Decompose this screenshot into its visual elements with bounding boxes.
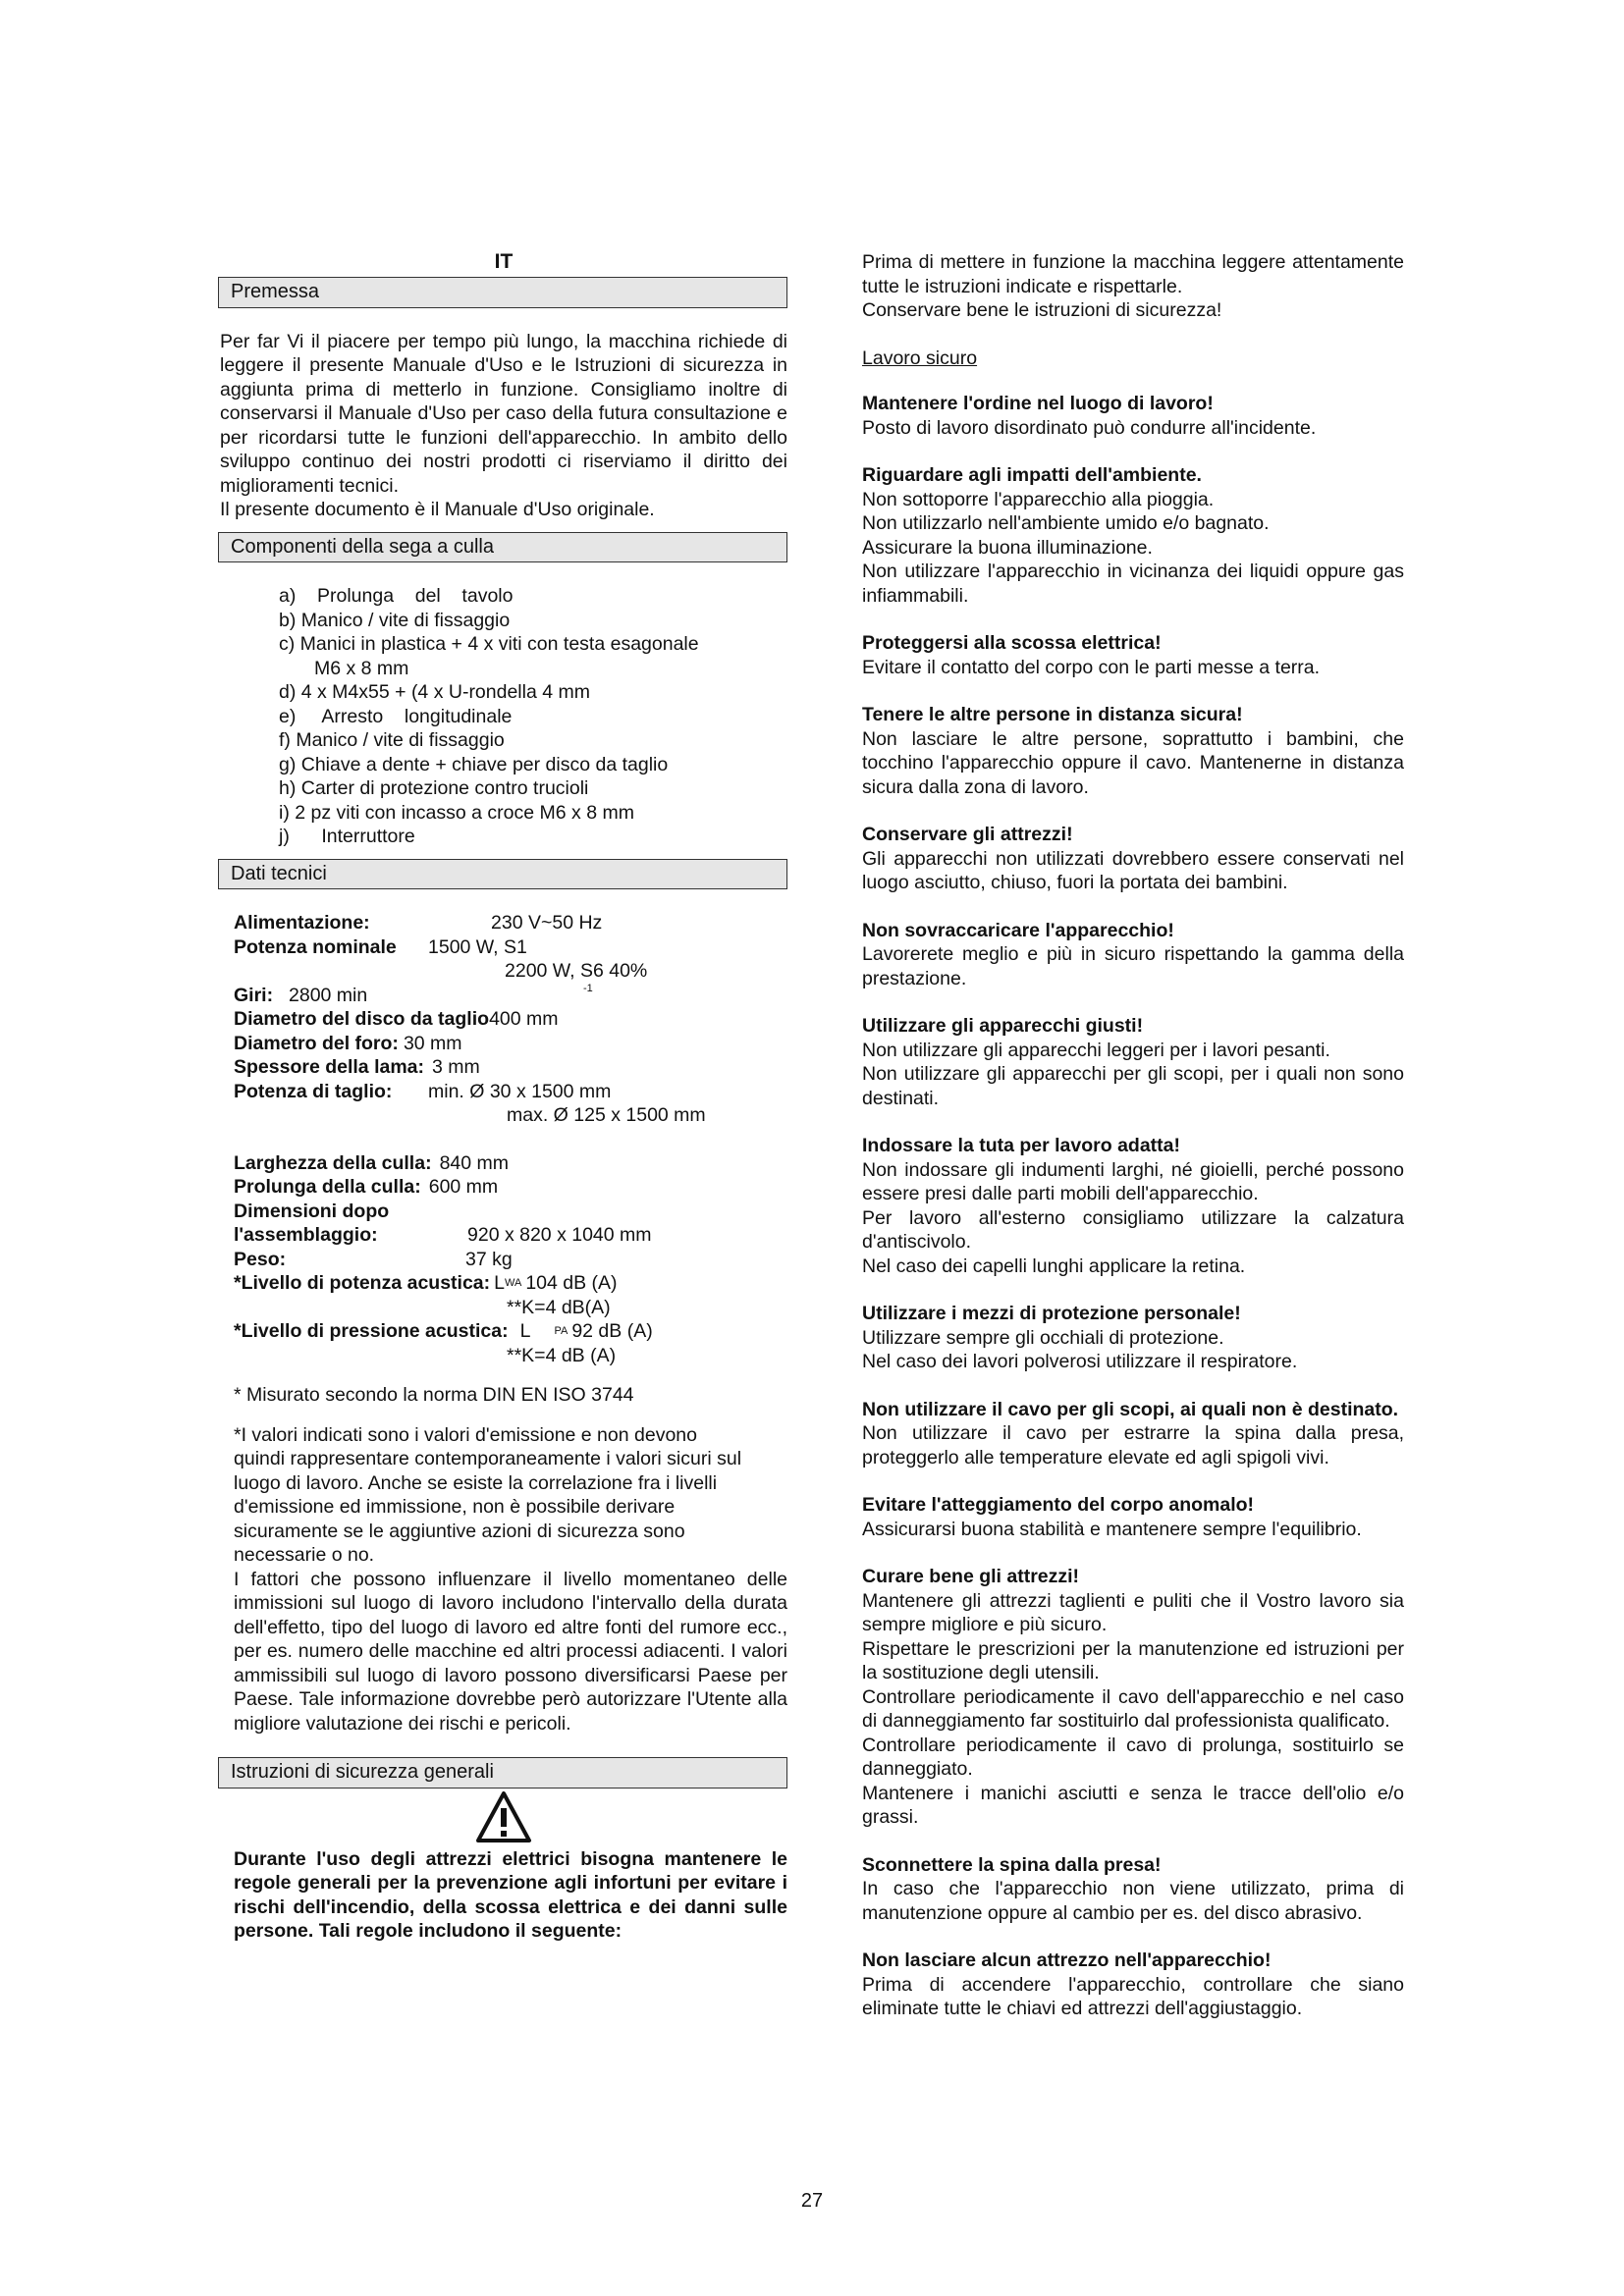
tech-value: 400 mm: [489, 1008, 559, 1030]
list-item: h) Carter di protezione contro trucioli: [279, 777, 589, 799]
tech-value: 600 mm: [428, 1176, 499, 1198]
tech-value: 2200 W, S6 40%: [505, 960, 648, 982]
tech-subscript: WA: [505, 1277, 522, 1289]
list-item: j) Interruttore: [279, 826, 415, 847]
list-item: g) Chiave a dente + chiave per disco da taglio: [279, 753, 669, 775]
safety-text: Controllare periodicamente il cavo di prolunga, sostituirlo se danneggiato.: [862, 1734, 1404, 1780]
misurato-note: * Misurato secondo la norma DIN EN ISO 3744: [234, 1384, 634, 1406]
safety-sections: [862, 392, 1404, 2021]
safety-text: Non utilizzare gli apparecchi leggeri per i lavori pesanti.: [862, 1039, 1330, 1061]
safety-text: Mantenere gli attrezzi taglienti e puliti che il Vostro lavoro sia sempre migliore e più sicuro.: [862, 1589, 1404, 1635]
technical-data: [220, 911, 787, 1735]
safety-text: Non utilizzare l'apparecchio in vicinanza dei liquidi oppure gas infiammabili.: [862, 561, 1404, 607]
safety-heading: Non lasciare alcun attrezzo nell'apparecchio!: [862, 1949, 1272, 1971]
tech-value: **K=4 dB(A): [507, 1296, 611, 1318]
right-column: [862, 250, 1404, 2021]
tech-label: Giri:: [234, 984, 274, 1006]
tech-value: min. Ø 30 x 1500 mm: [428, 1080, 612, 1102]
section-header-istruzioni: Istruzioni di sicurezza generali: [218, 1757, 787, 1789]
safety-heading: Indossare la tuta per lavoro adatta!: [862, 1135, 1181, 1156]
premessa-paragraph: Per far Vi il piacere per tempo più lungo, la macchina richiede di leggere il presente Manuale d'Uso e le Istruzioni di sicurezza in aggiunta prima di metterlo in funzione. Consigliamo inoltre di conservarsi il Manuale d'Uso per caso della futura consultazione e per ricordarsi tutte le funzioni dell'apparecchio. In ambito dello sviluppo continuo dei nostri prodotti ci riserviamo il diritto dei miglioramenti tecnici.: [220, 330, 787, 497]
section-header-premessa: Premessa: [218, 277, 787, 308]
tech-symbol: L: [494, 1272, 506, 1294]
safety-text: Assicurarsi buona stabilità e mantenere sempre l'equilibrio.: [862, 1518, 1362, 1540]
tech-label: Prolunga della culla:: [234, 1176, 421, 1198]
list-item: e) Arresto longitudinale: [279, 705, 513, 727]
tech-subscript: PA: [554, 1325, 568, 1337]
tech-value: 92 dB (A): [571, 1320, 653, 1342]
warning-icon: [220, 1790, 787, 1847]
section-header-dati-tecnici: Dati tecnici: [218, 859, 787, 890]
valori-paragraph: *I valori indicati sono i valori d'emissione e non devono quindi rappresentare contemporaneamente i valori sicuri sul luogo di lavoro. Anche se esiste la correlazione fra i livelli d'emissione ed immissione, non è possibile derivare sicuramente se le aggiuntive azioni di sicurezza sono necessarie o no.: [234, 1423, 742, 1566]
safety-text: Mantenere i manichi asciutti e senza le tracce dell'olio e/o grassi.: [862, 1782, 1404, 1828]
tech-label: *Livello di pressione acustica:: [234, 1320, 509, 1342]
list-item: M6 x 8 mm: [314, 657, 409, 679]
tech-label: Potenza nominale: [234, 935, 397, 958]
list-item: c) Manici in plastica + 4 x viti con testa esagonale: [279, 633, 699, 655]
safety-heading: Sconnettere la spina dalla presa!: [862, 1853, 1162, 1876]
warning-paragraph: Durante l'uso degli attrezzi elettrici bisogna mantenere le regole generali per la prevenzione agli infortuni per evitare i rischi dell'incendio, della scossa elettrica e dei danni sulle persone. Tali regole includono il seguente:: [234, 1847, 787, 1942]
safety-text: Non utilizzare il cavo per estrarre la spina dalla presa, proteggerlo alle temperature elevate ed agli spigoli vivi.: [862, 1422, 1404, 1468]
lavoro-sicuro-heading: Lavoro sicuro: [862, 347, 978, 369]
fattori-paragraph: I fattori che possono influenzare il livello momentaneo delle immissioni sul luogo di lavoro includono l'intervallo della durata dell'effetto, tipo del luogo di lavoro ed altre fonti del rumore ecc., per es. numero delle macchine ed altri processi adiacenti. I valori ammissibili sul luogo di lavoro possono diversificarsi Paese per Paese. Tale informazione dovrebbe però autorizzare l'Utente alla migliore valutazione dei rischi e pericoli.: [234, 1568, 787, 1735]
list-item: d) 4 x M4x55 + (4 x U-rondella 4 mm: [279, 681, 590, 703]
tech-value: 2800 min: [289, 984, 368, 1006]
safety-text: Non utilizzare gli apparecchi per gli scopi, per i quali non sono destinati.: [862, 1063, 1404, 1109]
tech-value: 230 V~50 Hz: [491, 912, 603, 934]
tech-value: **K=4 dB (A): [507, 1344, 617, 1366]
safety-text: Evitare il contatto del corpo con le parti messe a terra.: [862, 656, 1321, 678]
safety-text: Prima di accendere l'apparecchio, controllare che siano eliminate tutte le chiavi ed attrezzi dell'aggiustaggio.: [862, 1973, 1404, 2019]
safety-text: Lavorerete meglio e più in sicuro rispettando la gamma della prestazione.: [862, 943, 1404, 989]
tech-label: Peso:: [234, 1248, 287, 1270]
list-item: b) Manico / vite di fissaggio: [279, 609, 511, 631]
safety-text: Rispettare le prescrizioni per la manutenzione ed istruzioni per la sostituzione degli utensili.: [862, 1637, 1404, 1683]
language-label: IT: [494, 250, 514, 273]
intro-note: Conservare bene le istruzioni di sicurezza!: [862, 299, 1222, 321]
safety-heading: Curare bene gli attrezzi!: [862, 1566, 1080, 1587]
tech-label: Spessore della lama:: [234, 1056, 425, 1078]
tech-label: Alimentazione:: [234, 912, 370, 934]
tech-label: Potenza di taglio:: [234, 1080, 393, 1102]
tech-value: 1500 W, S1: [428, 935, 527, 958]
tech-value: 840 mm: [439, 1151, 510, 1174]
list-item: i) 2 pz viti con incasso a croce M6 x 8 mm: [279, 801, 634, 824]
tech-label: Diametro del foro:: [234, 1032, 399, 1054]
safety-text: Posto di lavoro disordinato può condurre all'incidente.: [862, 416, 1317, 439]
components-list: [220, 584, 787, 849]
safety-text: Non indossare gli indumenti larghi, né gioielli, perché possono essere presi dalle parti mobili dell'apparecchio.: [862, 1158, 1404, 1204]
safety-heading: Mantenere l'ordine nel luogo di lavoro!: [862, 393, 1214, 414]
tech-label: l'assemblaggio:: [234, 1224, 378, 1246]
tech-superscript: -1: [583, 982, 593, 994]
safety-heading: Riguardare agli impatti dell'ambiente.: [862, 464, 1202, 486]
safety-text: Gli apparecchi non utilizzati dovrebbero essere conservati nel luogo asciutto, chiuso, fuori la portata dei bambini.: [862, 847, 1404, 893]
list-item: f) Manico / vite di fissaggio: [279, 729, 505, 751]
safety-text: Non utilizzarlo nell'ambiente umido e/o bagnato.: [862, 512, 1270, 534]
left-column: [220, 250, 787, 1944]
tech-label: Diametro del disco da taglio: [234, 1008, 490, 1030]
tech-symbol: L: [519, 1320, 531, 1342]
intro-paragraph: Prima di mettere in funzione la macchina leggere attentamente tutte le istruzioni indicate e rispettarle.: [862, 251, 1404, 297]
safety-heading: Utilizzare i mezzi di protezione personale!: [862, 1303, 1241, 1324]
safety-heading: Conservare gli attrezzi!: [862, 824, 1073, 845]
safety-heading: Evitare l'atteggiamento del corpo anomalo!: [862, 1494, 1255, 1516]
safety-text: Assicurare la buona illuminazione.: [862, 536, 1153, 559]
safety-heading: Proteggersi alla scossa elettrica!: [862, 632, 1162, 654]
list-item: a) Prolunga del tavolo: [279, 585, 514, 607]
safety-heading: Non utilizzare il cavo per gli scopi, ai quali non è destinato.: [862, 1398, 1399, 1420]
safety-text: Non lasciare le altre persone, soprattutto i bambini, che tocchino l'apparecchio oppure il cavo. Mantenerne in distanza sicura dalla zona di lavoro.: [862, 727, 1404, 798]
tech-value: 30 mm: [403, 1032, 462, 1054]
tech-value: 104 dB (A): [525, 1272, 618, 1294]
safety-text: Non sottoporre l'apparecchio alla pioggia.: [862, 488, 1215, 510]
safety-text: Controllare periodicamente il cavo dell'apparecchio e nel caso di danneggiamento far sostituirlo dal professionista qualificato.: [862, 1685, 1404, 1732]
safety-text: Nel caso dei capelli lunghi applicare la retina.: [862, 1255, 1246, 1277]
section-header-componenti: Componenti della sega a culla: [218, 532, 787, 563]
safety-text: Per lavoro all'esterno consigliamo utilizzare la calzatura d'antiscivolo.: [862, 1206, 1404, 1253]
safety-text: Nel caso dei lavori polverosi utilizzare il respiratore.: [862, 1351, 1298, 1372]
tech-value: 920 x 820 x 1040 mm: [467, 1224, 652, 1246]
safety-heading: Utilizzare gli apparecchi giusti!: [862, 1015, 1144, 1037]
page-number: 27: [800, 2190, 824, 2212]
tech-label: Larghezza della culla:: [234, 1151, 432, 1174]
premessa-original: Il presente documento è il Manuale d'Uso originale.: [220, 499, 655, 520]
tech-value: max. Ø 125 x 1500 mm: [507, 1104, 706, 1126]
safety-text: In caso che l'apparecchio non viene utilizzato, prima di manutenzione oppure al cambio per es. del disco abrasivo.: [862, 1878, 1404, 1924]
tech-value: 37 kg: [465, 1248, 513, 1270]
tech-label: *Livello di potenza acustica:: [234, 1272, 491, 1294]
safety-heading: Non sovraccaricare l'apparecchio!: [862, 919, 1174, 941]
tech-label: Dimensioni dopo: [234, 1200, 390, 1222]
tech-value: 3 mm: [432, 1056, 480, 1078]
safety-text: Utilizzare sempre gli occhiali di protezione.: [862, 1326, 1224, 1349]
safety-heading: Tenere le altre persone in distanza sicura!: [862, 704, 1243, 725]
